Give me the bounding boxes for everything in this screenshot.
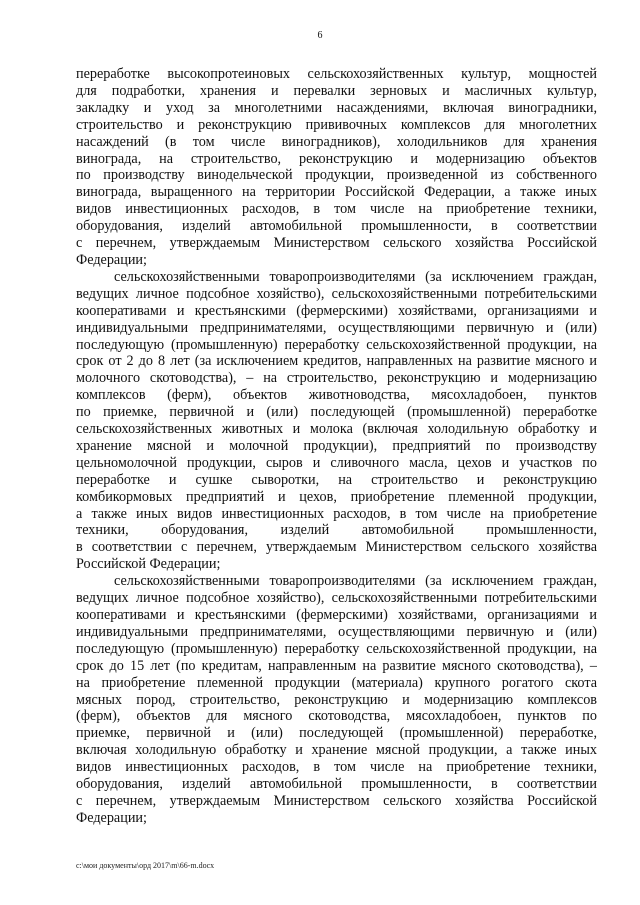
text-line: переработке и сушке сыворотки, на строительство и реконструкцию (76, 471, 597, 488)
text-line: последующую (промышленную) переработку сельскохозяйственной продукции, на (76, 336, 597, 353)
text-line: техники, оборудования, изделий автомобильной промышленности, (76, 522, 597, 539)
text-line: молочного скотоводства), – на строительство, реконструкцию и модернизацию (76, 370, 597, 387)
text-line: кооперативами и крестьянскими (фермерскими) хозяйствами, организациями и (76, 607, 597, 623)
text-line: сельскохозяйственными товаропроизводителями (за исключением граждан, (114, 268, 597, 285)
text-line: последующую (промышленную) переработку сельскохозяйственной продукции, на (76, 640, 597, 657)
text-line: видов инвестиционных расходов, в том числе на приобретение техники, (76, 201, 597, 218)
text-line: видов инвестиционных расходов, в том числе на приобретение техники, (76, 759, 597, 776)
text-line: по производству винодельческой продукции, произведенной из собственного (76, 167, 597, 184)
text-line: оборудования, изделий автомобильной промышленности, в соответствии (76, 218, 597, 235)
text-line: оборудования, изделий автомобильной промышленности, в соответствии (76, 776, 597, 793)
text-line: а также иных видов инвестиционных расходов, в том числе на приобретение (76, 505, 597, 522)
document-body (76, 66, 597, 827)
text-line: Российской Федерации; (76, 556, 221, 573)
text-line: винограда, выращенного на территории Российской Федерации, а также иных (76, 184, 597, 201)
footer-file-path: c:\мои документы\орд 2017\m\66-m.docx (76, 861, 215, 870)
text-line: с перечнем, утверждаемым Министерством сельского хозяйства Российской (76, 792, 597, 809)
paragraph (76, 573, 597, 827)
text-line: переработке высокопротеиновых сельскохозяйственных культур, мощностей (76, 66, 597, 82)
text-line: насаждений (в том числе виноградников), холодильников для хранения (76, 133, 597, 150)
text-line: Федерации; (76, 251, 147, 268)
text-line: приемке, первичной и (или) последующей (промышленной) переработке, (76, 725, 597, 742)
text-line: индивидуальными предпринимателями, осуществляющими первичную и (или) (76, 319, 597, 336)
text-line: в соответствии с перечнем, утверждаемым Министерством сельского хозяйства (76, 539, 597, 556)
text-line: винограда, на строительство, реконструкцию и модернизацию объектов (76, 150, 597, 167)
paragraph (76, 269, 597, 573)
text-line: на приобретение племенной продукции (материала) крупного рогатого скота (76, 674, 597, 691)
text-line: комбикормовых предприятий и цехов, приобретение племенной продукции, (76, 488, 597, 505)
text-line: мясных пород, строительство, реконструкцию и модернизацию комплексов (76, 691, 597, 708)
text-line: (ферм), объектов для мясного скотоводства, мясохладобоен, пунктов по (76, 708, 597, 725)
text-line: ведущих личное подсобное хозяйство), сельскохозяйственными потребительскими (76, 285, 597, 302)
paragraph (76, 66, 597, 269)
text-line: индивидуальными предпринимателями, осуществляющими первичную и (или) (76, 623, 597, 640)
text-line: включая холодильную обработку и хранение мясной продукции, а также иных (76, 742, 597, 759)
text-line: по приемке, первичной и (или) последующей (промышленной) переработке (76, 404, 597, 421)
text-line: хранение мясной и молочной продукции), предприятий по производству (76, 437, 597, 454)
text-line: сельскохозяйственных животных и молока (включая холодильную обработку и (76, 421, 597, 438)
text-line: срок от 2 до 8 лет (за исключением кредитов, направленных на развитие мясного и (76, 353, 597, 370)
page-number: 6 (317, 30, 323, 41)
text-line: срок до 15 лет (по кредитам, направленным на развитие мясного скотоводства), – (76, 657, 597, 674)
text-line: закладку и уход за многолетними насаждениями, включая виноградники, (76, 99, 597, 116)
text-line: строительство и реконструкцию прививочных комплексов для многолетних (76, 116, 597, 133)
text-line: с перечнем, утверждаемым Министерством сельского хозяйства Российской (76, 235, 597, 252)
text-line: сельскохозяйственными товаропроизводителями (за исключением граждан, (114, 573, 597, 590)
text-line: Федерации; (76, 809, 147, 826)
text-line: ведущих личное подсобное хозяйство), сельскохозяйственными потребительскими (76, 590, 597, 607)
text-line: кооперативами и крестьянскими (фермерскими) хозяйствами, организациями и (76, 302, 597, 319)
text-line: комплексов (ферм), объектов животноводства, мясохладобоен, пунктов (76, 387, 597, 404)
text-line: цельномолочной продукции, сыров и сливочного масла, цехов и участков по (76, 454, 597, 471)
text-line: для подработки, хранения и перевалки зерновых и масличных культур, (76, 82, 597, 99)
